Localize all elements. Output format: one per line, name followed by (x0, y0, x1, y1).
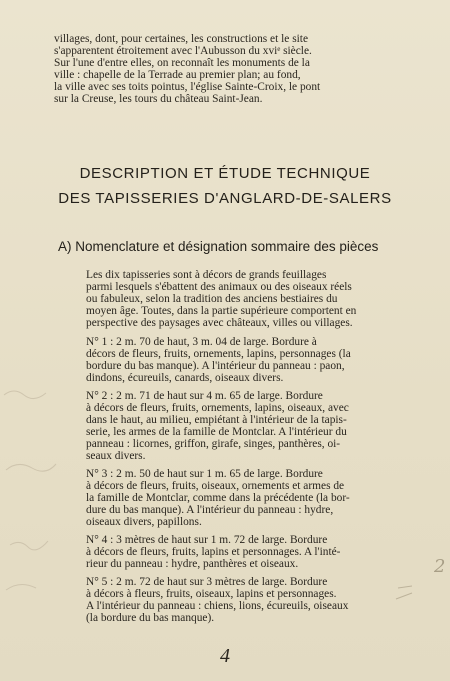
subsection-heading: A) Nomenclature et désignation sommaire des pièces (58, 239, 379, 254)
text-line: s'apparentent étroitement avec l'Aubusson du xviᵉ siècle. (54, 45, 312, 58)
text-line: à décors à fleurs, fruits, oiseaux, lapins et personnages. (86, 588, 337, 601)
text-line: dure du bas manque). A l'intérieur du panneau : hydre, (86, 504, 334, 517)
text-line: oiseaux divers, papillons. (86, 516, 202, 529)
tapestry-entry-5 (54, 576, 398, 624)
text-line: N° 2 : 2 m. 71 de haut sur 4 m. 65 de large. Bordure (86, 390, 323, 402)
text-line: sur la Creuse, les tours du château Saint-Jean. (54, 93, 263, 106)
text-line: N° 3 : 2 m. 50 de haut sur 1 m. 65 de large. Bordure (86, 468, 323, 480)
section-title-line-1: DESCRIPTION ET ÉTUDE TECHNIQUE (79, 165, 371, 182)
text-line: à décors de fleurs, fruits, oiseaux, ornements et armes de (86, 480, 345, 493)
text-line: seaux divers. (86, 450, 146, 463)
page-number: 4 (220, 645, 230, 667)
tapestry-entry-2 (54, 390, 398, 463)
text-line: à décors de fleurs, fruits, ornements, lapins, oiseaux, avec (86, 402, 349, 415)
tapestry-entry-1 (54, 336, 398, 384)
text-line: N° 1 : 2 m. 70 de haut, 3 m. 04 de large. Bordure à (86, 336, 317, 348)
text-line: décors de fleurs, fruits, ornements, lapins, personnages (la (86, 348, 351, 361)
text-line: villages, dont, pour certaines, les constructions et le site (54, 33, 309, 45)
text-line: N° 4 : 3 mètres de haut sur 1 m. 72 de large. Bordure (86, 534, 328, 546)
text-line: ou fabuleux, selon la tradition des anciens bestiaires du (86, 293, 338, 306)
text-line: dindons, écureuils, canards, oiseaux divers. (86, 372, 284, 385)
text-line: la ville avec ses toits pointus, l'église Sainte-Croix, le pont (54, 81, 321, 94)
text-line: rieur du panneau : hydre, panthères et oiseaux. (86, 558, 299, 571)
text-line: panneau : licornes, griffon, girafe, singes, panthères, oi- (86, 438, 341, 451)
tapestry-entry-4 (54, 534, 398, 570)
text-line: parmi lesquels s'ébattent des animaux ou des oiseaux réels (86, 281, 352, 294)
text-line: bordure du bas manque). A l'intérieur du panneau : paon, (86, 360, 345, 373)
tapestry-entry-3 (54, 468, 398, 528)
text-line: A l'intérieur du panneau : chiens, lions, écureuils, oiseaux (86, 600, 349, 613)
text-line: perspective des paysages avec châteaux, villes ou villages. (86, 317, 353, 330)
text-line: (la bordure du bas manque). (86, 612, 215, 625)
text-line: N° 5 : 2 m. 72 de haut sur 3 mètres de large. Bordure (86, 576, 328, 588)
margin-annotation: 2 (434, 556, 446, 577)
text-line: moyen âge. Toutes, dans la partie supérieure comportent en (86, 305, 357, 318)
text-line: dans le haut, au milieu, empiétant à l'intérieur de la tapis- (86, 414, 347, 427)
text-line: Sur l'une d'entre elles, on reconnaît les monuments de la (54, 57, 310, 70)
text-line: serie, les armes de la famille de Montclar. A l'intérieur du (86, 426, 347, 439)
body-paragraph (54, 269, 398, 329)
text-line: la famille de Montclar, comme dans la précédente (la bor- (86, 492, 350, 505)
text-line: Les dix tapisseries sont à décors de grands feuillages (86, 269, 327, 281)
text-line: à décors de fleurs, fruits, lapins et personnages. A l'inté- (86, 546, 341, 559)
intro-paragraph (54, 33, 398, 106)
text-line: ville : chapelle de la Terrade au premier plan; au fond, (54, 69, 301, 82)
section-title-line-2: DES TAPISSERIES D'ANGLARD-DE-SALERS (58, 190, 392, 207)
